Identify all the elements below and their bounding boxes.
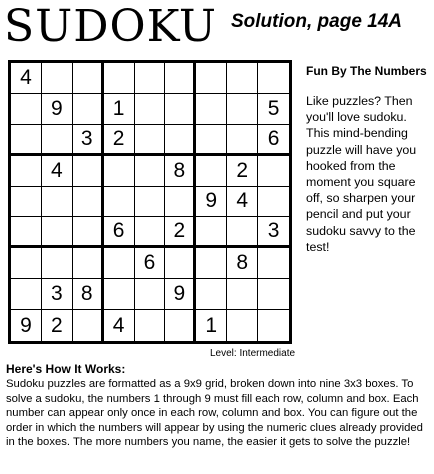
sudoku-cell[interactable]	[73, 187, 104, 218]
sidebar-heading: Fun By The Numbers	[306, 64, 427, 78]
sudoku-cell[interactable]	[104, 248, 135, 279]
sudoku-cell[interactable]	[135, 63, 166, 94]
sudoku-cell[interactable]	[196, 125, 227, 156]
sudoku-cell[interactable]	[104, 63, 135, 94]
sudoku-cell[interactable]	[42, 248, 73, 279]
sudoku-cell[interactable]	[196, 248, 227, 279]
sudoku-cell[interactable]	[258, 310, 289, 341]
sudoku-cell[interactable]	[42, 125, 73, 156]
sudoku-cell[interactable]	[104, 279, 135, 310]
sudoku-cell[interactable]	[196, 63, 227, 94]
sudoku-cell[interactable]: 8	[165, 156, 196, 187]
sudoku-cell[interactable]: 2	[165, 217, 196, 248]
sudoku-cell[interactable]	[165, 248, 196, 279]
sudoku-cell[interactable]	[227, 279, 258, 310]
sudoku-cell[interactable]	[227, 63, 258, 94]
sudoku-cell[interactable]	[135, 125, 166, 156]
sudoku-cell[interactable]	[135, 187, 166, 218]
sudoku-cell[interactable]	[42, 63, 73, 94]
sudoku-cell[interactable]: 9	[11, 310, 42, 341]
sudoku-cell[interactable]	[73, 248, 104, 279]
sudoku-cell[interactable]: 1	[196, 310, 227, 341]
sudoku-cell[interactable]	[258, 248, 289, 279]
sudoku-cell[interactable]: 1	[104, 94, 135, 125]
sudoku-cell[interactable]: 4	[42, 156, 73, 187]
sudoku-cell[interactable]: 3	[73, 125, 104, 156]
sudoku-cell[interactable]	[165, 310, 196, 341]
sudoku-cell[interactable]	[135, 156, 166, 187]
sudoku-cell[interactable]	[73, 310, 104, 341]
sudoku-cell[interactable]	[227, 217, 258, 248]
sudoku-cell[interactable]	[73, 94, 104, 125]
sudoku-cell[interactable]	[165, 187, 196, 218]
sudoku-cell[interactable]: 3	[42, 279, 73, 310]
sudoku-cell[interactable]	[258, 156, 289, 187]
sudoku-cell[interactable]: 2	[104, 125, 135, 156]
sudoku-cell[interactable]	[11, 156, 42, 187]
sudoku-cell[interactable]: 4	[11, 63, 42, 94]
sudoku-cell[interactable]: 5	[258, 94, 289, 125]
sudoku-cell[interactable]	[258, 279, 289, 310]
difficulty-level: Level: Intermediate	[210, 348, 296, 359]
sudoku-cell[interactable]	[227, 310, 258, 341]
sudoku-cell[interactable]	[73, 63, 104, 94]
sudoku-cell[interactable]	[227, 125, 258, 156]
sudoku-cell[interactable]: 8	[227, 248, 258, 279]
puzzle-title: SUDOKU	[4, 1, 217, 52]
sudoku-cell[interactable]: 9	[165, 279, 196, 310]
sidebar	[306, 64, 430, 255]
sudoku-cell[interactable]: 9	[42, 94, 73, 125]
sudoku-cell[interactable]: 2	[227, 156, 258, 187]
sudoku-cell[interactable]	[165, 94, 196, 125]
instructions-body: Sudoku puzzles are formatted as a 9x9 grid, broken down into nine 3x3 boxes. To solve a sudoku, the numbers 1 through 9 must fill each row, column and box. Each number can appear only once in each row, column and box. You can figure out the order in which the numbers will appear by using the numeric clues already provided in the boxes. The more numbers you name, the easier it gets to solve the puzzle!	[6, 378, 423, 449]
sudoku-cell[interactable]	[104, 187, 135, 218]
sudoku-cell[interactable]: 8	[73, 279, 104, 310]
sudoku-cell[interactable]	[258, 187, 289, 218]
sudoku-cell[interactable]	[73, 156, 104, 187]
sudoku-cell[interactable]	[11, 279, 42, 310]
sudoku-cell[interactable]	[165, 125, 196, 156]
sudoku-cell[interactable]: 6	[135, 248, 166, 279]
sudoku-cell[interactable]	[11, 125, 42, 156]
sudoku-cell[interactable]	[135, 94, 166, 125]
sudoku-cell[interactable]	[135, 279, 166, 310]
instructions-heading: Here's How It Works:	[6, 362, 126, 376]
sudoku-grid	[8, 60, 292, 344]
sudoku-cell[interactable]: 6	[104, 217, 135, 248]
sudoku-cell[interactable]	[196, 217, 227, 248]
sudoku-cell[interactable]: 4	[104, 310, 135, 341]
sudoku-cell[interactable]: 3	[258, 217, 289, 248]
instructions	[6, 362, 430, 450]
sudoku-cell[interactable]	[165, 63, 196, 94]
sudoku-cell[interactable]	[42, 187, 73, 218]
solution-reference: Solution, page 14A	[231, 11, 403, 32]
sudoku-cell[interactable]	[73, 217, 104, 248]
sudoku-cell[interactable]	[196, 94, 227, 125]
sudoku-cell[interactable]: 4	[227, 187, 258, 218]
sudoku-cell[interactable]	[135, 217, 166, 248]
sudoku-cell[interactable]	[104, 156, 135, 187]
sudoku-cell[interactable]: 2	[42, 310, 73, 341]
sudoku-cell[interactable]: 6	[258, 125, 289, 156]
sudoku-cell[interactable]	[11, 187, 42, 218]
sudoku-cell[interactable]	[11, 248, 42, 279]
sudoku-cell[interactable]	[11, 217, 42, 248]
sudoku-cell[interactable]	[196, 156, 227, 187]
sudoku-cell[interactable]	[11, 94, 42, 125]
sudoku-cell[interactable]	[196, 279, 227, 310]
sudoku-cell[interactable]	[258, 63, 289, 94]
sudoku-cell[interactable]	[135, 310, 166, 341]
sudoku-cell[interactable]	[42, 217, 73, 248]
sidebar-body: Like puzzles? Then you'll love sudoku. This mind-bending puzzle will have you hooked from the moment you square off, so sharpen your pencil and put your sudoku savvy to the test!	[306, 94, 417, 254]
sudoku-cell[interactable]	[227, 94, 258, 125]
sudoku-cell[interactable]: 9	[196, 187, 227, 218]
